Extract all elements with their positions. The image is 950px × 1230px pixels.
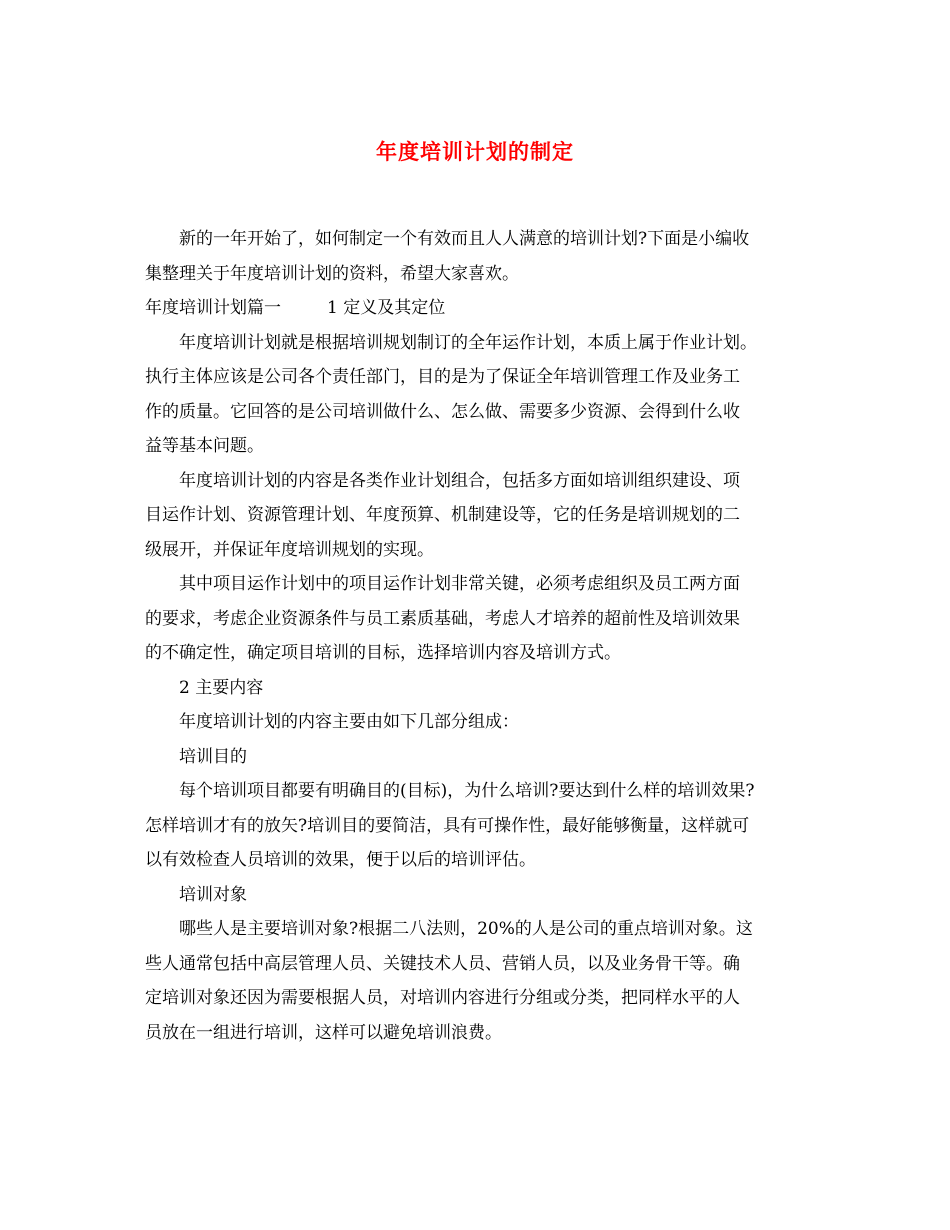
text-line-content: 年度培训计划就是根据培训规划制订的全年运作计划，本质上属于作业计划。 <box>179 332 757 353</box>
text-line-content: 的要求，考虑企业资源条件与员工素质基础，考虑人才培养的超前性及培训效果 <box>145 608 740 629</box>
text-line-content: 培训目的 <box>179 746 247 767</box>
text-line <box>145 774 825 809</box>
text-line <box>145 1016 825 1051</box>
text-line <box>145 326 825 361</box>
text-line <box>145 498 825 533</box>
text-line <box>145 533 825 568</box>
text-line-content: 年度培训计划的内容是各类作业计划组合，包括多方面如培训组织建设、项 <box>179 470 740 491</box>
text-line-content: 级展开，并保证年度培训规划的实现。 <box>145 539 434 560</box>
document-body <box>145 222 825 1050</box>
text-line-content: 每个培训项目都要有明确目的(目标)，为什么培训?要达到什么样的培训效果? <box>179 781 755 801</box>
text-line-content: 目运作计划、资源管理计划、年度预算、机制建设等，它的任务是培训规划的二 <box>145 505 740 525</box>
text-line-content: 执行主体应该是公司各个责任部门，目的是为了保证全年培训管理工作及业务工 <box>145 367 740 387</box>
text-line <box>145 567 825 602</box>
text-line <box>145 257 825 292</box>
text-line <box>145 878 825 913</box>
section-heading: 1 定义及其定位 <box>327 298 446 318</box>
text-line-content: 新的一年开始了，如何制定一个有效而且人人满意的培训计划?下面是小编收 <box>179 229 750 249</box>
text-line <box>145 843 825 878</box>
text-line-content: 培训对象 <box>179 884 247 905</box>
text-line-content: 些人通常包括中高层管理人员、关键技术人员、营销人员，以及业务骨干等。确 <box>145 953 740 974</box>
text-line-content: 其中项目运作计划中的项目运作计划非常关键，必须考虑组织及员工两方面 <box>179 574 740 594</box>
text-line <box>145 981 825 1016</box>
text-line <box>145 429 825 464</box>
text-line-content: 2 主要内容 <box>179 677 264 698</box>
text-line <box>145 636 825 671</box>
text-line-content: 怎样培训才有的放矢?培训目的要简洁，具有可操作性，最好能够衡量，这样就可 <box>145 815 750 836</box>
text-line <box>145 947 825 982</box>
text-line <box>145 809 825 844</box>
text-line <box>145 222 825 257</box>
text-line <box>145 671 825 706</box>
text-line-content: 益等基本问题。 <box>145 436 264 456</box>
text-line-content: 年度培训计划篇一 <box>145 298 281 318</box>
text-line <box>145 360 825 395</box>
text-line-content: 集整理关于年度培训计划的资料，希望大家喜欢。 <box>145 263 519 284</box>
text-line-content: 员放在一组进行培训，这样可以避免培训浪费。 <box>145 1022 502 1043</box>
text-line-content: 年度培训计划的内容主要由如下几部分组成： <box>179 712 519 732</box>
text-line <box>145 602 825 637</box>
text-line-content: 定培训对象还因为需要根据人员，对培训内容进行分组或分类，把同样水平的人 <box>145 988 740 1008</box>
text-line <box>145 464 825 499</box>
text-line <box>145 740 825 775</box>
text-line <box>145 291 825 326</box>
text-line-content: 哪些人是主要培训对象?根据二八法则，20%的人是公司的重点培训对象。这 <box>179 919 753 939</box>
text-line <box>145 395 825 430</box>
text-line-content: 作的质量。它回答的是公司培训做什么、怎么做、需要多少资源、会得到什么收 <box>145 401 740 422</box>
document-title: 年度培训计划的制定 <box>376 140 574 164</box>
text-line <box>145 705 825 740</box>
text-line-content: 以有效检查人员培训的效果，便于以后的培训评估。 <box>145 850 536 870</box>
text-line <box>145 912 825 947</box>
text-line-content: 的不确定性，确定项目培训的目标，选择培训内容及培训方式。 <box>145 643 621 663</box>
